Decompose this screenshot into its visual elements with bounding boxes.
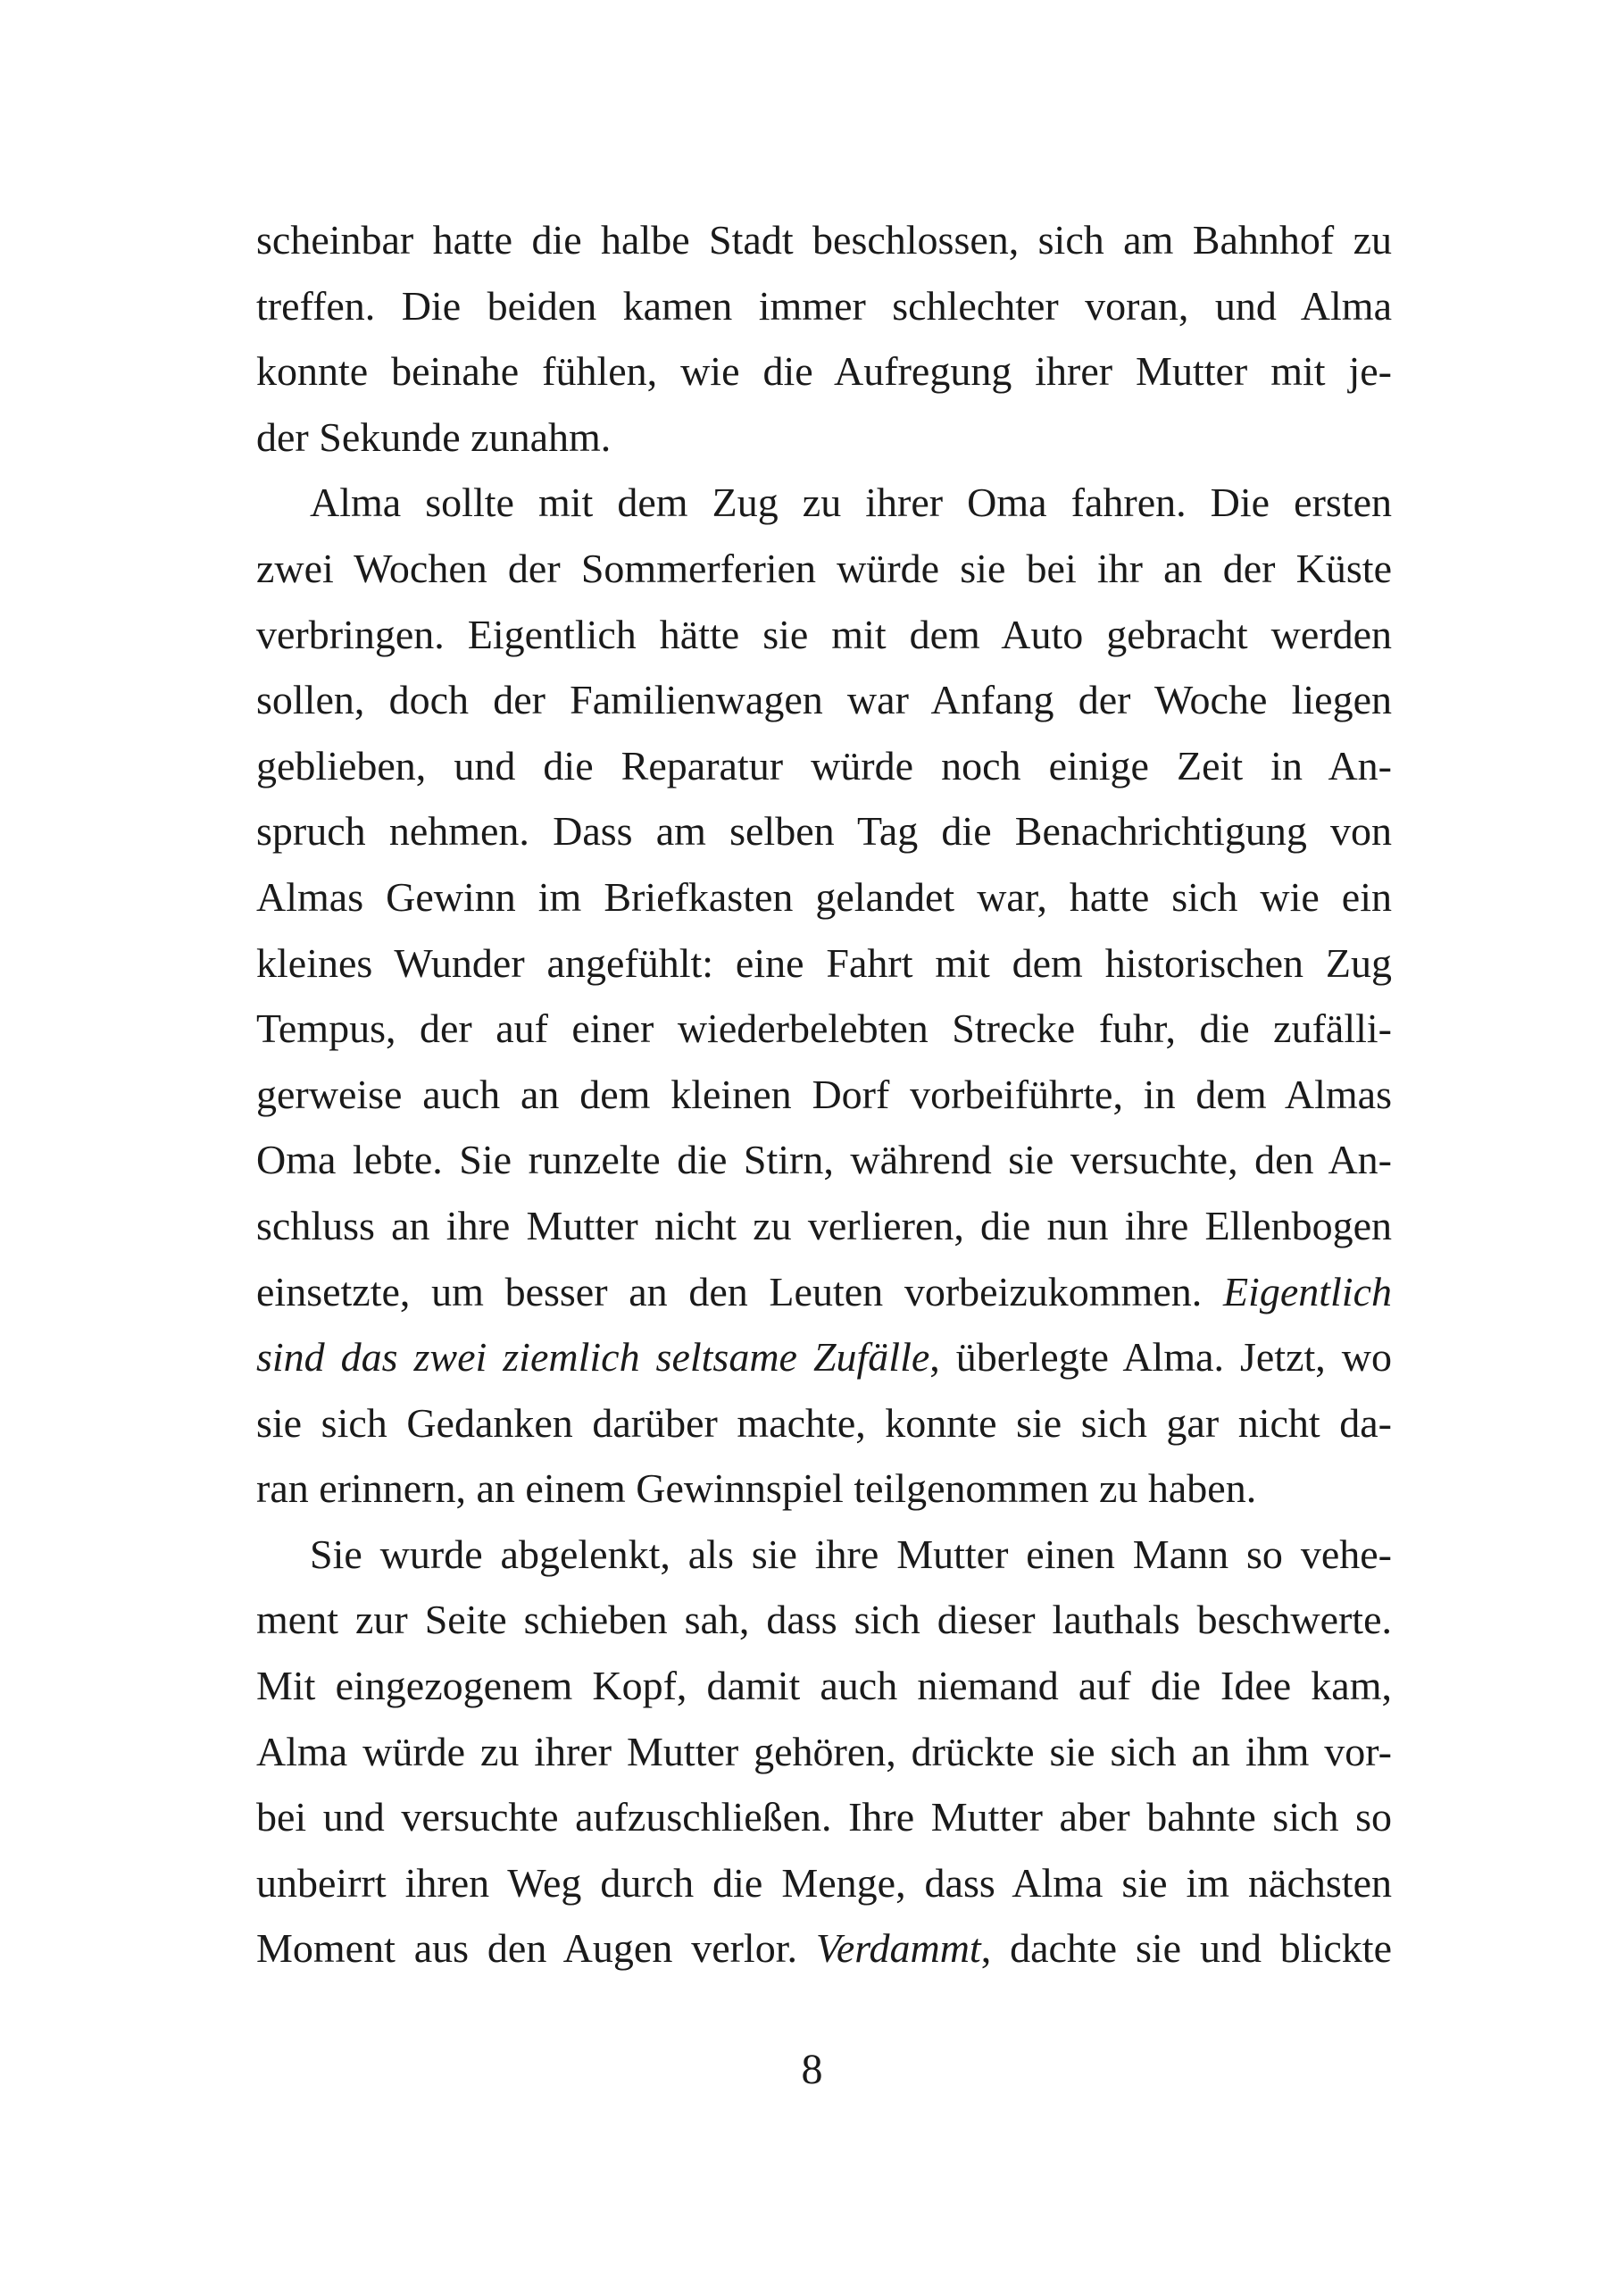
text-line	[256, 1915, 1392, 1982]
text-line	[256, 667, 1392, 733]
text-span: einsetzte, um besser an den Leuten vorbeizukommen.	[256, 1268, 1223, 1314]
text-span: Alma sollte mit dem Zug zu ihrer Oma fahren. Die ersten	[310, 480, 1392, 526]
text-span: der Sekunde zunahm.	[256, 413, 612, 460]
text-span: ment zur Seite schieben sah, dass sich dieser lauthals beschwerte.	[256, 1597, 1392, 1643]
text-span: Moment aus den Augen verlor.	[256, 1925, 816, 1972]
text-span: Mit eingezogenem Kopf, damit auch niemand auf die Idee kam,	[256, 1663, 1392, 1709]
text-span: konnte beinahe fühlen, wie die Aufregung ihrer Mutter mit je-	[256, 348, 1392, 395]
text-line	[256, 338, 1392, 405]
text-line	[256, 1127, 1392, 1193]
text-line	[256, 1259, 1392, 1325]
text-line	[256, 602, 1392, 668]
text-line	[256, 1390, 1392, 1456]
text-span: zwei Wochen der Sommerferien würde sie bei ihr an der Küste	[256, 545, 1392, 591]
text-line	[256, 798, 1392, 864]
text-span: spruch nehmen. Dass am selben Tag die Benachrichtigung von	[256, 808, 1392, 855]
text-line	[256, 1062, 1392, 1128]
text-span: geblieben, und die Reparatur würde noch einige Zeit in An-	[256, 742, 1392, 789]
text-line	[256, 470, 1392, 536]
text-line	[256, 1850, 1392, 1916]
text-span: kleines Wunder angefühlt: eine Fahrt mit dem historischen Zug	[256, 939, 1392, 986]
text-line	[256, 1324, 1392, 1390]
italic-text: Verdammt	[815, 1925, 981, 1972]
body-text	[256, 207, 1392, 1982]
text-line	[256, 207, 1392, 273]
text-span: Sie wurde abgelenkt, als sie ihre Mutter einen Mann so vehe-	[310, 1531, 1392, 1577]
text-span: Alma würde zu ihrer Mutter gehören, drückte sie sich an ihm vor-	[256, 1728, 1392, 1774]
text-line	[256, 1456, 1392, 1522]
text-line	[256, 273, 1392, 339]
text-line	[256, 536, 1392, 602]
text-line	[256, 930, 1392, 997]
text-span: unbeirrt ihren Weg durch die Menge, dass Alma sie im nächsten	[256, 1859, 1392, 1906]
text-span: Almas Gewinn im Briefkasten gelandet war, hatte sich wie ein	[256, 873, 1392, 920]
text-line	[256, 733, 1392, 799]
text-line	[256, 1653, 1392, 1719]
text-line	[256, 1522, 1392, 1588]
text-line	[256, 864, 1392, 930]
text-span: Tempus, der auf einer wiederbelebten Strecke fuhr, die zufälli-	[256, 1005, 1392, 1052]
text-span: bei und versuchte aufzuschließen. Ihre Mutter aber bahnte sich so	[256, 1794, 1392, 1840]
text-span: ran erinnern, an einem Gewinnspiel teilgenommen zu haben.	[256, 1465, 1257, 1512]
text-span: sollen, doch der Familienwagen war Anfang der Woche liegen	[256, 677, 1392, 723]
text-line	[256, 1193, 1392, 1259]
text-span: gerweise auch an dem kleinen Dorf vorbeiführte, in dem Almas	[256, 1071, 1392, 1117]
italic-text: sind das zwei ziemlich seltsame Zufälle	[256, 1334, 930, 1381]
text-span: schluss an ihre Mutter nicht zu verlieren, die nun ihre Ellenbogen	[256, 1202, 1392, 1248]
text-line	[256, 1719, 1392, 1785]
italic-text: Eigentlich	[1222, 1268, 1392, 1314]
text-line	[256, 405, 1392, 471]
text-span: scheinbar hatte die halbe Stadt beschlossen, sich am Bahnhof zu	[256, 217, 1392, 263]
text-span: sie sich Gedanken darüber machte, konnte sie sich gar nicht da-	[256, 1399, 1392, 1446]
text-span: treffen. Die beiden kamen immer schlechter voran, und Alma	[256, 282, 1392, 329]
page-number: 8	[801, 2046, 823, 2093]
text-line	[256, 996, 1392, 1062]
text-span: Oma lebte. Sie runzelte die Stirn, während sie versuchte, den An-	[256, 1137, 1392, 1183]
text-line	[256, 1784, 1392, 1850]
text-span: verbringen. Eigentlich hätte sie mit dem Auto gebracht werden	[256, 611, 1392, 657]
text-span: , dachte sie und blickte	[980, 1925, 1392, 1972]
text-line	[256, 1587, 1392, 1653]
text-span: , überlegte Alma. Jetzt, wo	[929, 1334, 1392, 1381]
